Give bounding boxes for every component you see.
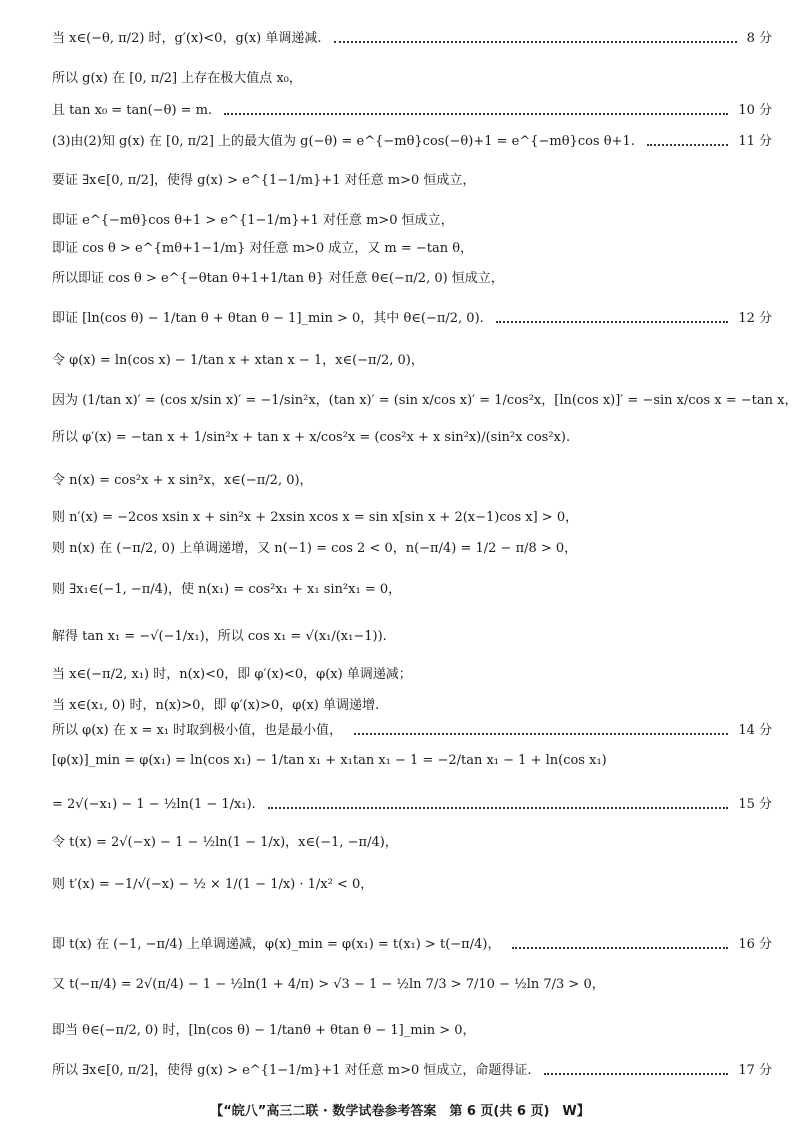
solution-text: 则 t′(x) = −1/√(−x) − ½ × 1/(1 − 1/x) · 1/x² < 0，	[52, 877, 374, 892]
solution-line	[52, 429, 772, 447]
dotted-leader	[647, 144, 728, 146]
score-label: 12 分	[738, 311, 772, 326]
score-label: 14 分	[738, 723, 772, 738]
solution-text: 则 ∃x₁∈(−1, −π/4)，使 n(x₁) = cos²x₁ + x₁ sin²x₁ = 0，	[52, 582, 402, 597]
solution-text: 令 n(x) = cos²x + x sin²x，x∈(−π/2, 0)，	[52, 473, 313, 488]
solution-line	[52, 1062, 772, 1080]
solution-text: 即 t(x) 在 (−1, −π/4) 上单调递减，φ(x)_min = φ(x₁) = t(x₁) > t(−π/4)，	[52, 937, 501, 952]
solution-line	[52, 936, 772, 954]
solution-text: 则 n(x) 在 (−π/2, 0) 上单调递增，又 n(−1) = cos 2 < 0，n(−π/4) = 1/2 − π/8 > 0，	[52, 541, 578, 556]
solution-text: 所以即证 cos θ > e^{−θtan θ+1+1/tan θ} 对任意 θ∈(−π/2, 0) 恒成立，	[52, 271, 504, 286]
solution-line	[52, 172, 772, 190]
solution-line	[52, 30, 772, 48]
solution-text: = 2√(−x₁) − 1 − ½ln(1 − 1/x₁).	[52, 797, 256, 812]
solution-text: 即证 cos θ > e^{mθ+1−1/m} 对任意 m>0 成立，又 m = −tan θ，	[52, 241, 474, 256]
solution-line	[52, 70, 772, 88]
solution-line	[52, 1022, 772, 1040]
dotted-leader	[224, 113, 728, 115]
solution-text: 所以 φ(x) 在 x = x₁ 时取到极小值，也是最小值，	[52, 723, 343, 738]
solution-line	[52, 697, 772, 715]
solution-line	[52, 581, 772, 599]
solution-line	[52, 270, 772, 288]
solution-line	[52, 102, 772, 120]
dotted-leader	[268, 807, 729, 809]
solution-text: 令 t(x) = 2√(−x) − 1 − ½ln(1 − 1/x)，x∈(−1, −π/4)，	[52, 835, 398, 850]
score-label: 15 分	[738, 797, 772, 812]
solution-text: 且 tan x₀ = tan(−θ) = m.	[52, 103, 213, 118]
solution-line	[52, 352, 772, 370]
solution-line	[52, 310, 772, 328]
solution-text: 所以 g(x) 在 [0, π/2] 上存在极大值点 x₀，	[52, 71, 302, 86]
solution-text: 因为 (1/tan x)′ = (cos x/sin x)′ = −1/sin²x，(tan x)′ = (sin x/cos x)′ = 1/cos²x，[ln(cos x)]′ = −sin x/cos x = −tan x，	[52, 393, 798, 408]
solution-line	[52, 392, 798, 410]
solution-text: [φ(x)]_min = φ(x₁) = ln(cos x₁) − 1/tan x₁ + x₁tan x₁ − 1 = −2/tan x₁ − 1 + ln(cos x₁)	[52, 753, 607, 768]
dotted-leader	[544, 1073, 729, 1075]
solution-line	[52, 976, 772, 994]
solution-line	[52, 666, 772, 684]
solution-text: 当 x∈(−π/2, x₁) 时，n(x)<0，即 φ′(x)<0，φ(x) 单调递减；	[52, 667, 412, 682]
solution-text: 又 t(−π/4) = 2√(π/4) − 1 − ½ln(1 + 4/π) > √3 − 1 − ½ln 7/3 > 7/10 − ½ln 7/3 > 0，	[52, 977, 605, 992]
solution-text: 所以 φ′(x) = −tan x + 1/sin²x + tan x + x/cos²x = (cos²x + x sin²x)/(sin²x cos²x).	[52, 430, 571, 445]
solution-line	[52, 628, 772, 646]
page-footer: 【“皖八”高三二联 · 数学试卷参考答案 第 6 页(共 6 页) W】	[210, 1104, 590, 1119]
solution-line	[52, 509, 772, 527]
solution-text: 即证 [ln(cos θ) − 1/tan θ + θtan θ − 1]_min > 0，其中 θ∈(−π/2, 0).	[52, 311, 484, 326]
score-label: 8 分	[746, 31, 772, 46]
solution-line	[52, 472, 772, 490]
solution-line	[52, 133, 772, 151]
solution-text: 所以 ∃x∈[0, π/2]，使得 g(x) > e^{1−1/m}+1 对任意 m>0 恒成立，命题得证.	[52, 1063, 532, 1078]
score-label: 10 分	[738, 103, 772, 118]
score-label: 17 分	[738, 1063, 772, 1078]
solution-text: 当 x∈(x₁, 0) 时，n(x)>0，即 φ′(x)>0，φ(x) 单调递增.	[52, 698, 380, 713]
solution-text: 当 x∈(−θ, π/2) 时，g′(x)<0，g(x) 单调递减.	[52, 31, 322, 46]
solution-text: 令 φ(x) = ln(cos x) − 1/tan x + xtan x − 1，x∈(−π/2, 0)，	[52, 353, 424, 368]
solution-line	[52, 834, 772, 852]
solution-line	[52, 876, 772, 894]
solution-text: 即证 e^{−mθ}cos θ+1 > e^{1−1/m}+1 对任意 m>0 恒成立，	[52, 213, 454, 228]
solution-line	[52, 796, 772, 814]
dotted-leader	[512, 947, 728, 949]
solution-line	[52, 540, 772, 558]
dotted-leader	[354, 733, 728, 735]
solution-text: 解得 tan x₁ = −√(−1/x₁)，所以 cos x₁ = √(x₁/(x₁−1)).	[52, 629, 387, 644]
solution-line	[52, 240, 772, 258]
score-label: 11 分	[738, 134, 772, 149]
score-label: 16 分	[738, 937, 772, 952]
solution-text: 要证 ∃x∈[0, π/2]，使得 g(x) > e^{1−1/m}+1 对任意 m>0 恒成立，	[52, 173, 476, 188]
solution-line	[52, 212, 772, 230]
dotted-leader	[334, 41, 737, 43]
solution-text: 则 n′(x) = −2cos xsin x + sin²x + 2xsin xcos x = sin x[sin x + 2(x−1)cos x] > 0，	[52, 510, 579, 525]
solution-line	[52, 722, 772, 740]
solution-line	[52, 752, 772, 770]
dotted-leader	[496, 321, 729, 323]
solution-text: 即当 θ∈(−π/2, 0) 时，[ln(cos θ) − 1/tanθ + θtan θ − 1]_min > 0，	[52, 1023, 476, 1038]
solution-text: (3)由(2)知 g(x) 在 [0, π/2] 上的最大值为 g(−θ) = e^{−mθ}cos(−θ)+1 = e^{−mθ}cos θ+1.	[52, 134, 635, 149]
